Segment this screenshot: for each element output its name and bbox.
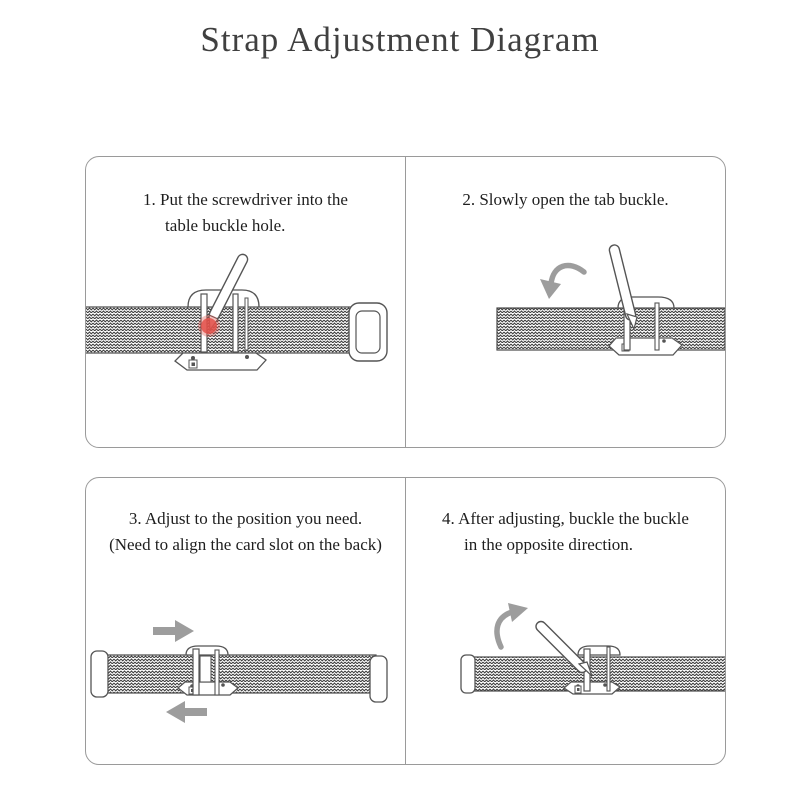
step-4-cell (406, 478, 725, 764)
right-arrow-icon (153, 620, 194, 642)
step-2-cell (406, 157, 725, 447)
step-1-text-line-2: table buckle hole. (165, 216, 286, 236)
curved-arrow-clockwise-icon (497, 603, 528, 647)
buckle-plate (175, 353, 266, 370)
step-4-text-line-1: 4. After adjusting, buckle the buckle (442, 509, 689, 528)
strap-loop-end (461, 655, 475, 693)
strap-band (102, 655, 376, 693)
left-arrow-icon (166, 701, 207, 723)
steps-1-2-panel (85, 156, 726, 448)
step-3-caption (86, 506, 405, 559)
steps-3-4-panel (85, 477, 726, 765)
step-4-caption (406, 506, 725, 559)
step-2-caption (406, 187, 725, 213)
step-3-text-line-1: 3. Adjust to the position you need. (128, 509, 363, 528)
step-2-text-line-1: 2. Slowly open the tab buckle. (462, 190, 669, 209)
step-3-text-line-2: (Need to align the card slot on the back) (109, 535, 382, 555)
page-title: Strap Adjustment Diagram (200, 20, 600, 59)
step-1-caption (86, 187, 405, 240)
step-1-text-line-1: 1. Put the screwdriver into the (143, 190, 348, 209)
buckle-hole-marker (198, 315, 220, 337)
buckle-plate (564, 682, 620, 694)
step-4-text-line-2: in the opposite direction. (464, 535, 634, 555)
step-1-cell (86, 157, 405, 447)
strap-loop-end (349, 303, 387, 361)
buckle-plate (178, 682, 238, 695)
curved-arrow-counterclockwise-icon (540, 266, 584, 299)
step-3-cell (86, 478, 405, 764)
buckle-plate (609, 338, 682, 355)
